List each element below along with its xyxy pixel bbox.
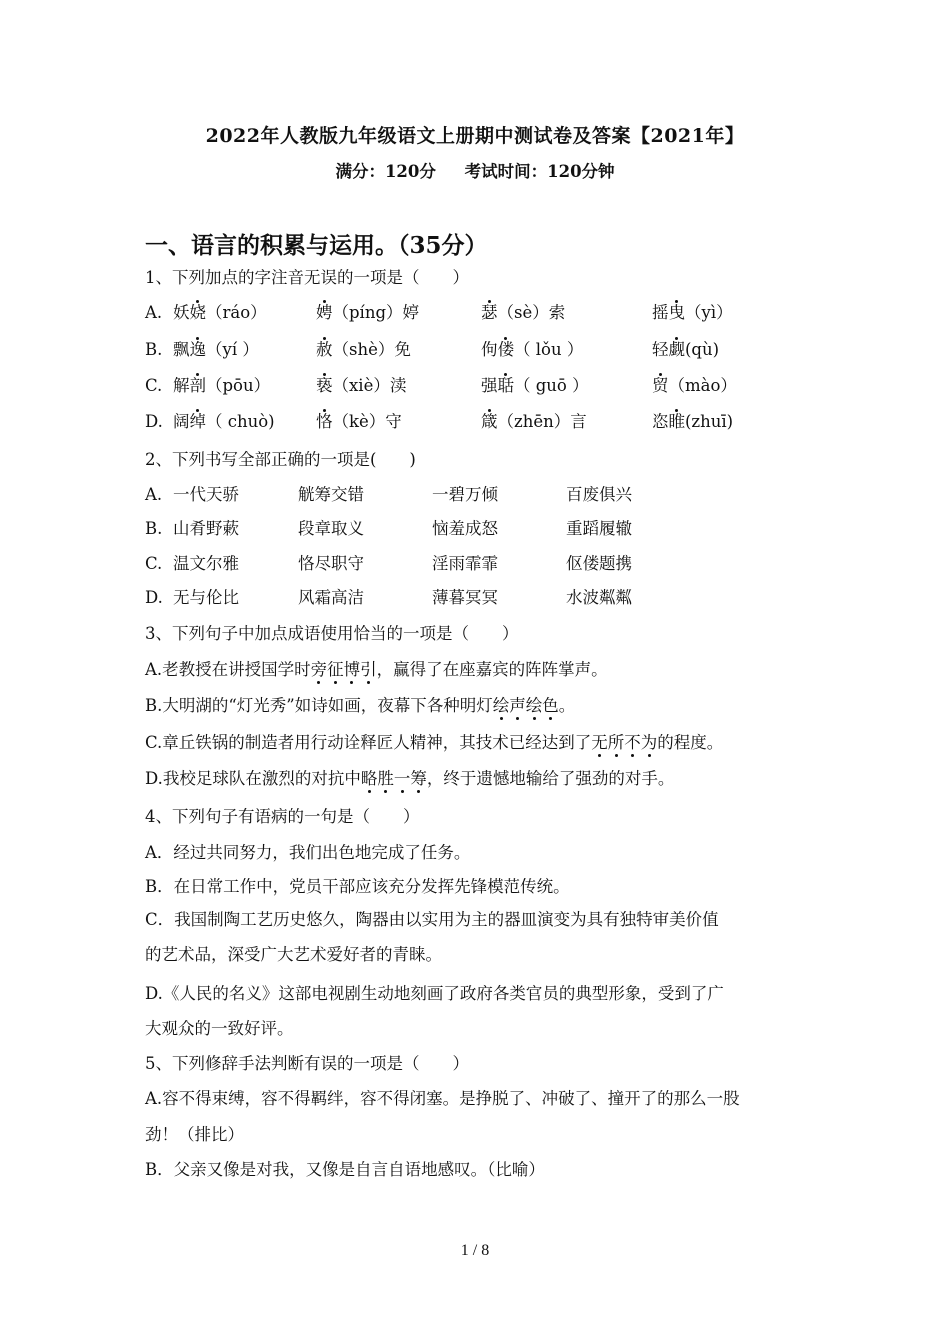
dotted-char: 引 — [360, 660, 377, 679]
dotted-char: 绰 — [189, 412, 206, 431]
q4-line: A．经过共同努力，我们出色地完成了任务。 — [145, 843, 471, 862]
q5-line: 劲！（排比） — [145, 1125, 244, 1144]
dotted-char: 娉 — [316, 303, 333, 322]
q3-option-label: C. — [145, 733, 163, 752]
q4-line: 大观众的一致好评。 — [145, 1019, 294, 1038]
q1-option-item — [481, 375, 589, 397]
q1-option-item — [481, 339, 583, 361]
section-heading: 一、语言的积累与运用。（35分） — [145, 232, 488, 259]
q3-option-label: B. — [145, 696, 163, 715]
q1-option-item — [652, 339, 719, 361]
word-prefix: 解 — [173, 376, 190, 395]
dotted-char: 绘 — [525, 696, 543, 715]
dotted-char: 一 — [393, 769, 411, 788]
dotted-char: 瑟 — [481, 303, 498, 322]
dotted-char: 不 — [624, 733, 641, 752]
q2-option-item: 觥筹交错 — [298, 485, 364, 504]
q2-option-label: B. — [145, 519, 163, 538]
dotted-char: 恪 — [316, 412, 333, 431]
q3-stem: 3、下列句子中加点成语使用恰当的一项是（ ） — [145, 624, 519, 643]
sentence-text: 。 — [558, 696, 576, 715]
q1-option-item — [652, 302, 733, 324]
dotted-char: 赦 — [316, 340, 333, 359]
q2-option-item: 恪尽职守 — [298, 554, 364, 573]
pinyin: （píng）婷 — [332, 303, 420, 322]
q2-option-item: 风霜高洁 — [298, 588, 364, 607]
pinyin: （ chuò) — [206, 412, 275, 431]
q3-option — [145, 768, 674, 790]
q1-option-item — [652, 375, 737, 397]
dotted-char: 娆 — [189, 303, 206, 322]
q3-option-label: D. — [145, 769, 163, 788]
q1-stem: 1、下列加点的字注音无误的一项是（ ） — [145, 268, 469, 287]
q2-option-item: 一代天骄 — [173, 485, 239, 504]
pinyin: （yì） — [685, 303, 733, 322]
dotted-char: 箴 — [481, 412, 498, 431]
page-title: 2022年人教版九年级语文上册期中测试卷及答案【2021年】 — [205, 125, 745, 147]
q1-option-item — [481, 411, 587, 433]
sentence-text: ，赢得了在座嘉宾的阵阵掌声。 — [376, 660, 608, 679]
q4-stem: 4、下列句子有语病的一句是（ ） — [145, 807, 420, 826]
score-time-line: 满分：120分 考试时间：120分钟 — [335, 162, 615, 181]
q5-line: B．父亲又像是对我，又像是自言自语地感叹。（比喻） — [145, 1160, 545, 1179]
dotted-char: 曳 — [668, 303, 685, 322]
q1-option-item — [481, 302, 565, 324]
word-prefix: 轻 — [652, 340, 669, 359]
dotted-char: 亵 — [316, 376, 333, 395]
dotted-char: 贸 — [652, 376, 669, 395]
q2-option-label: C. — [145, 554, 163, 573]
q1-option-label: C. — [145, 376, 163, 395]
pinyin: （ lǒu ） — [514, 340, 584, 359]
q3-option — [145, 732, 723, 754]
q2-stem: 2、下列书写全部正确的一项是( ) — [145, 450, 416, 469]
q1-option-item — [173, 411, 275, 433]
q5-stem: 5、下列修辞手法判断有误的一项是（ ） — [145, 1054, 469, 1073]
dotted-char: 无 — [591, 733, 608, 752]
pinyin: （mào） — [668, 376, 737, 395]
q1-option-label: D. — [145, 412, 163, 431]
word-prefix: 妖 — [173, 303, 190, 322]
dotted-char: 逸 — [189, 340, 206, 359]
dotted-char: 剖 — [189, 376, 206, 395]
pinyin: （yí ） — [206, 340, 259, 359]
q4-line: D.《人民的名义》这部电视剧生动地刻画了政府各类官员的典型形象，受到了广 — [145, 984, 724, 1003]
q2-option-item: 无与伦比 — [173, 588, 239, 607]
word-prefix: 佝 — [481, 340, 498, 359]
q1-option-label: B. — [145, 340, 163, 359]
dotted-char: 所 — [607, 733, 625, 752]
q3-option-label: A. — [145, 660, 163, 679]
dotted-char: 略 — [360, 769, 378, 788]
dotted-char: 胜 — [377, 769, 394, 788]
sentence-text: 的程度。 — [657, 733, 724, 752]
sentence-text: ，终于遗憾地输给了强劲的对手。 — [426, 769, 675, 788]
word-prefix: 阔 — [173, 412, 190, 431]
q1-option-item — [316, 375, 406, 397]
dotted-char: 博 — [343, 660, 361, 679]
q4-line: 的艺术品，深受广大艺术爱好者的青睐。 — [145, 945, 442, 964]
pinyin: （sè）索 — [497, 303, 566, 322]
q3-option — [145, 695, 575, 717]
page-number: 1 / 8 — [460, 1242, 490, 1259]
dotted-char: 绘 — [492, 696, 510, 715]
pinyin: （zhēn）言 — [497, 412, 587, 431]
q1-option-item — [173, 375, 270, 397]
q2-option-item: 温文尔雅 — [173, 554, 239, 573]
q2-option-item: 山肴野蔌 — [173, 519, 239, 538]
word-prefix: 飘 — [173, 340, 190, 359]
dotted-char: 睢 — [668, 412, 685, 431]
q5-line: A.容不得束缚，容不得羁绊，容不得闭塞。是挣脱了、冲破了、撞开了的那么一股 — [145, 1089, 740, 1108]
q4-line: B．在日常工作中，党员干部应该充分发挥先锋模范传统。 — [145, 877, 570, 896]
q2-option-item: 伛偻题携 — [566, 554, 632, 573]
q2-option-item: 淫雨霏霏 — [432, 554, 498, 573]
q2-option-item: 一碧万倾 — [432, 485, 498, 504]
pinyin: (qù) — [685, 340, 720, 359]
q2-option-item: 重蹈履辙 — [566, 519, 632, 538]
q2-option-label: A. — [145, 485, 163, 504]
q1-option-label: A. — [145, 303, 163, 322]
q4-line: C．我国制陶工艺历史悠久，陶器由以实用为主的器皿演变为具有独特审美价值 — [145, 910, 719, 929]
sentence-text: 我校足球队在激烈的对抗中 — [162, 769, 361, 788]
pinyin: （pōu） — [206, 376, 271, 395]
sentence-text: 章丘铁锅的制造者用行动诠释匠人精神，其技术已经达到了 — [162, 733, 592, 752]
dotted-char: 声 — [509, 696, 526, 715]
q1-option-item — [316, 339, 411, 361]
q3-option — [145, 659, 608, 681]
q1-option-item — [316, 302, 419, 324]
pinyin: （ráo） — [206, 303, 267, 322]
word-prefix: 恣 — [652, 412, 669, 431]
sentence-text: 老教授在讲授国学时 — [162, 660, 311, 679]
q1-option-item — [316, 411, 402, 433]
q1-option-item — [652, 411, 733, 433]
word-prefix: 摇 — [652, 303, 669, 322]
q2-option-item: 百废俱兴 — [566, 485, 632, 504]
q2-option-item: 水波粼粼 — [566, 588, 632, 607]
q1-option-item — [173, 302, 267, 324]
dotted-char: 觑 — [668, 340, 685, 359]
pinyin: （ guō ） — [514, 376, 589, 395]
q2-option-item: 恼羞成怒 — [432, 519, 498, 538]
sentence-text: 大明湖的“灯光秀”如诗如画，夜幕下各种明灯 — [162, 696, 493, 715]
q2-option-label: D. — [145, 588, 163, 607]
pinyin: （xiè）渎 — [332, 376, 407, 395]
pinyin: (zhuī) — [685, 412, 734, 431]
q2-option-item: 段章取义 — [298, 519, 364, 538]
dotted-char: 筹 — [410, 769, 427, 788]
q2-option-item: 薄暮冥冥 — [432, 588, 498, 607]
dotted-char: 征 — [327, 660, 344, 679]
word-prefix: 强 — [481, 376, 498, 395]
q1-option-item — [173, 339, 259, 361]
dotted-char: 偻 — [497, 340, 514, 359]
pinyin: （shè）免 — [332, 340, 411, 359]
dotted-char: 为 — [640, 733, 658, 752]
dotted-char: 色 — [542, 696, 559, 715]
dotted-char: 旁 — [310, 660, 328, 679]
pinyin: （kè）守 — [332, 412, 402, 431]
dotted-char: 聒 — [497, 376, 514, 395]
